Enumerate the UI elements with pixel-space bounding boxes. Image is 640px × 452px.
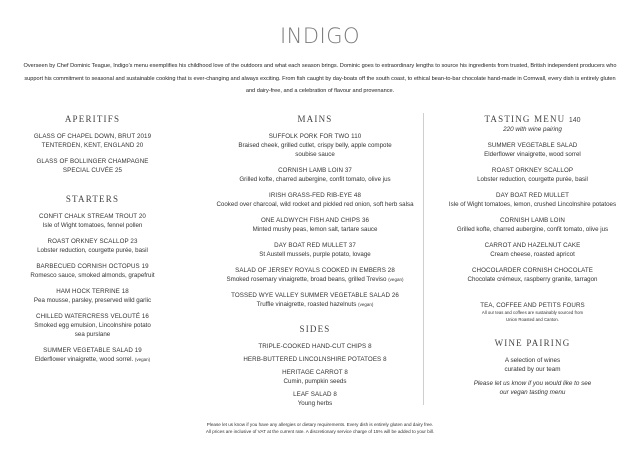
- menu-item: [190, 390, 440, 408]
- item-desc: [190, 275, 440, 284]
- menu-item: [10, 346, 175, 364]
- vegan-menu-note: [425, 379, 640, 397]
- menu-item: [425, 241, 640, 259]
- item-desc: Chocolate crémeux, raspberry granite, tarragon: [467, 276, 598, 283]
- menu-item: [190, 266, 440, 284]
- wine-pairing-price: 220 with wine pairing: [503, 126, 562, 133]
- item-detail: TENTERDEN, KENT, ENGLAND 20: [41, 142, 144, 149]
- item-desc: St Austell mussels, purple potato, lovage: [259, 251, 371, 258]
- vegan-menu-note-line: our vegan tasting menu: [499, 389, 566, 396]
- item-name: SUFFOLK PORK FOR TWO 110: [268, 133, 362, 140]
- item-desc-text: Elderflower vinaigrette, wood sorrel.: [34, 356, 134, 363]
- item-name: ONE ALDWYCH FISH AND CHIPS 36: [260, 217, 370, 224]
- item-name: BARBECUED CORNISH OCTOPUS 19: [36, 263, 149, 270]
- wine-pairing-heading: WINE PAIRING: [494, 338, 571, 348]
- item-desc: Braised cheek, grilled cutlet, crispy belly, apple compote: [238, 142, 392, 149]
- item-desc: Romesco sauce, smoked almonds, grapefruit: [30, 272, 155, 279]
- menu-item: [10, 212, 175, 230]
- item-name: DAY BOAT RED MULLET: [496, 192, 569, 199]
- item-name: TEA, COFFEE AND PETITS FOURS: [480, 302, 585, 309]
- item-desc: Isle of Wight tomatoes, lemon, crushed Lincolnshire potatoes: [448, 201, 617, 208]
- restaurant-title: INDIGO: [279, 24, 361, 48]
- item-name: LEAF SALAD 8: [293, 391, 337, 398]
- menu-item: [190, 291, 440, 309]
- item-desc-text: Smoked rosemary vinaigrette, broad beans, grilled Treviso: [226, 276, 387, 283]
- column-divider: [423, 113, 424, 405]
- menu-item: [190, 132, 440, 159]
- vegan-tag: (vegan): [358, 302, 374, 307]
- menu-item: [190, 241, 440, 259]
- item-name: ROAST ORKNEY SCALLOP 23: [47, 238, 138, 245]
- item-name: CHOCOLARDER CORNISH CHOCOLATE: [471, 267, 594, 274]
- vegan-tag: (vegan): [134, 357, 151, 362]
- item-detail: SPECIAL CUVÉE 25: [62, 167, 123, 174]
- item-note: All our teas and coffees are sustainably sourced from: [481, 310, 584, 315]
- item-name: CONFIT CHALK STREAM TROUT 20: [39, 213, 146, 220]
- menu-item: [425, 266, 640, 284]
- item-name: HAM HOCK TERRINE 18: [56, 288, 129, 295]
- item-desc: Cooked over charcoal, wild rocket and pickled red onion, soft herb salsa: [216, 201, 414, 208]
- item-desc: Cumin, pumpkin seeds: [283, 378, 347, 385]
- menu-item: [425, 216, 640, 234]
- item-desc: Young herbs: [297, 400, 333, 407]
- menu-item: [425, 141, 640, 159]
- item-name: SUMMER VEGETABLE SALAD 19: [43, 347, 142, 354]
- item-name: SALAD OF JERSEY ROYALS COOKED IN EMBERS 28: [235, 267, 395, 274]
- item-name: IRISH GRASS-FED RIB-EYE 48: [269, 192, 361, 199]
- item-name: GLASS OF CHAPEL DOWN, BRUT 2019: [33, 133, 152, 140]
- vegan-tag: (vegan): [388, 277, 404, 282]
- item-desc: Minted mushy peas, lemon salt, tartare sauce: [252, 226, 378, 233]
- item-desc: Grilled kofte, charred aubergine, confit tomato, olive jus: [456, 226, 609, 233]
- wine-pairing-desc: [425, 356, 640, 374]
- tasting-menu-title: TASTING MENU: [484, 114, 566, 124]
- footer-line: All prices are inclusive of VAT at the current rate. A discretionary service charge of 15% will be added to your bill.: [205, 429, 435, 434]
- item-desc: [10, 355, 175, 364]
- item-desc: sea purslane: [74, 331, 111, 338]
- menu-item: [425, 166, 640, 184]
- menu-item: [10, 287, 175, 305]
- item-desc: Pea mousse, parsley, preserved wild garlic: [33, 297, 152, 304]
- vegan-menu-note-line: Please let us know if you would like to see: [473, 380, 592, 387]
- item-name: CHILLED WATERCRESS VELOUTÉ 16: [36, 313, 149, 320]
- footer-note: [140, 421, 500, 435]
- item-name: SUMMER VEGETABLE SALAD: [487, 142, 578, 149]
- item-name: CARROT AND HAZELNUT CAKE: [484, 242, 581, 249]
- item-desc: Isle of Wight tomatoes, fennel pollen: [42, 222, 143, 229]
- item-note: Union Roasted and Canton.: [505, 316, 560, 322]
- menu-item: [190, 355, 440, 364]
- item-desc: Lobster reduction, courgette purée, basil: [37, 247, 148, 254]
- starters-heading: STARTERS: [65, 194, 120, 204]
- item-desc: Grilled kofte, charred aubergine, confit tomato, olive jus: [239, 176, 391, 183]
- tasting-menu-price: 140: [568, 117, 581, 124]
- menu-item: [190, 191, 440, 209]
- mains-heading: MAINS: [297, 114, 333, 124]
- item-desc: [190, 300, 440, 309]
- right-column: [425, 114, 640, 397]
- intro-paragraph: Overseen by Chef Dominic Teague, Indigo’s menu exemplifies his childhood love of the outdoors and what each season brings. Dominic goes to extraordinary lengths to source his ingredients from trusted, British independent producers who support his commitment to seasonal and sustainable cooking that is ever-changing and always exciting. From fish caught by day-boats off the south coast, to ethical bean-to-bar chocolate hand-made in Cornwall, every dish is entirely gluten and dairy-free, and a celebration of flavour and provenance.: [23, 63, 617, 94]
- item-name: TOSSED WYE VALLEY SUMMER VEGETABLE SALAD 26: [231, 292, 399, 299]
- menu-item: [10, 157, 175, 175]
- menu-item: [190, 216, 440, 234]
- item-name: HERB-BUTTERED LINCOLNSHIRE POTATOES 8: [243, 356, 387, 363]
- menu-item: [190, 368, 440, 386]
- menu-item: [10, 132, 175, 150]
- footer-line: Please let us know if you have any allergies or dietary requirements. Every dish is entirely gluten and dairy free.: [206, 422, 434, 427]
- menu-item: [190, 342, 440, 351]
- item-desc-text: Truffle vinaigrette, roasted hazelnuts: [256, 301, 357, 308]
- item-name: HERITAGE CARROT 8: [282, 369, 348, 376]
- item-desc: soubise sauce: [295, 151, 335, 158]
- menu-item: [10, 237, 175, 255]
- sides-heading: SIDES: [299, 324, 331, 334]
- left-column: [10, 114, 175, 371]
- item-name: DAY BOAT RED MULLET 37: [274, 242, 356, 249]
- item-desc: Smoked egg emulsion, Lincolnshire potato: [34, 322, 151, 329]
- wine-pairing-desc-line: curated by our team: [504, 366, 561, 373]
- item-name: GLASS OF BOLLINGER CHAMPAGNE: [36, 158, 149, 165]
- tasting-menu-heading: [425, 114, 640, 124]
- item-name: ROAST ORKNEY SCALLOP: [491, 167, 574, 174]
- item-name: CORNISH LAMB LOIN: [500, 217, 565, 224]
- menu-item: [425, 191, 640, 209]
- middle-column: [190, 114, 440, 415]
- menu-item: [190, 166, 440, 184]
- item-desc: Elderflower vinaigrette, wood sorrel: [484, 151, 581, 158]
- menu-item: [10, 312, 175, 339]
- menu-item: [10, 262, 175, 280]
- item-desc: Lobster reduction, courgette purée, basil: [477, 176, 588, 183]
- aperitifs-heading: APERITIFS: [64, 114, 121, 124]
- item-desc: Cream cheese, roasted apricot: [490, 251, 575, 258]
- wine-pairing-desc-line: A selection of wines: [504, 357, 561, 364]
- item-name: TRIPLE-COOKED HAND-CUT CHIPS 8: [258, 343, 372, 350]
- menu-item: [425, 301, 640, 323]
- item-name: CORNISH LAMB LOIN 37: [278, 167, 352, 174]
